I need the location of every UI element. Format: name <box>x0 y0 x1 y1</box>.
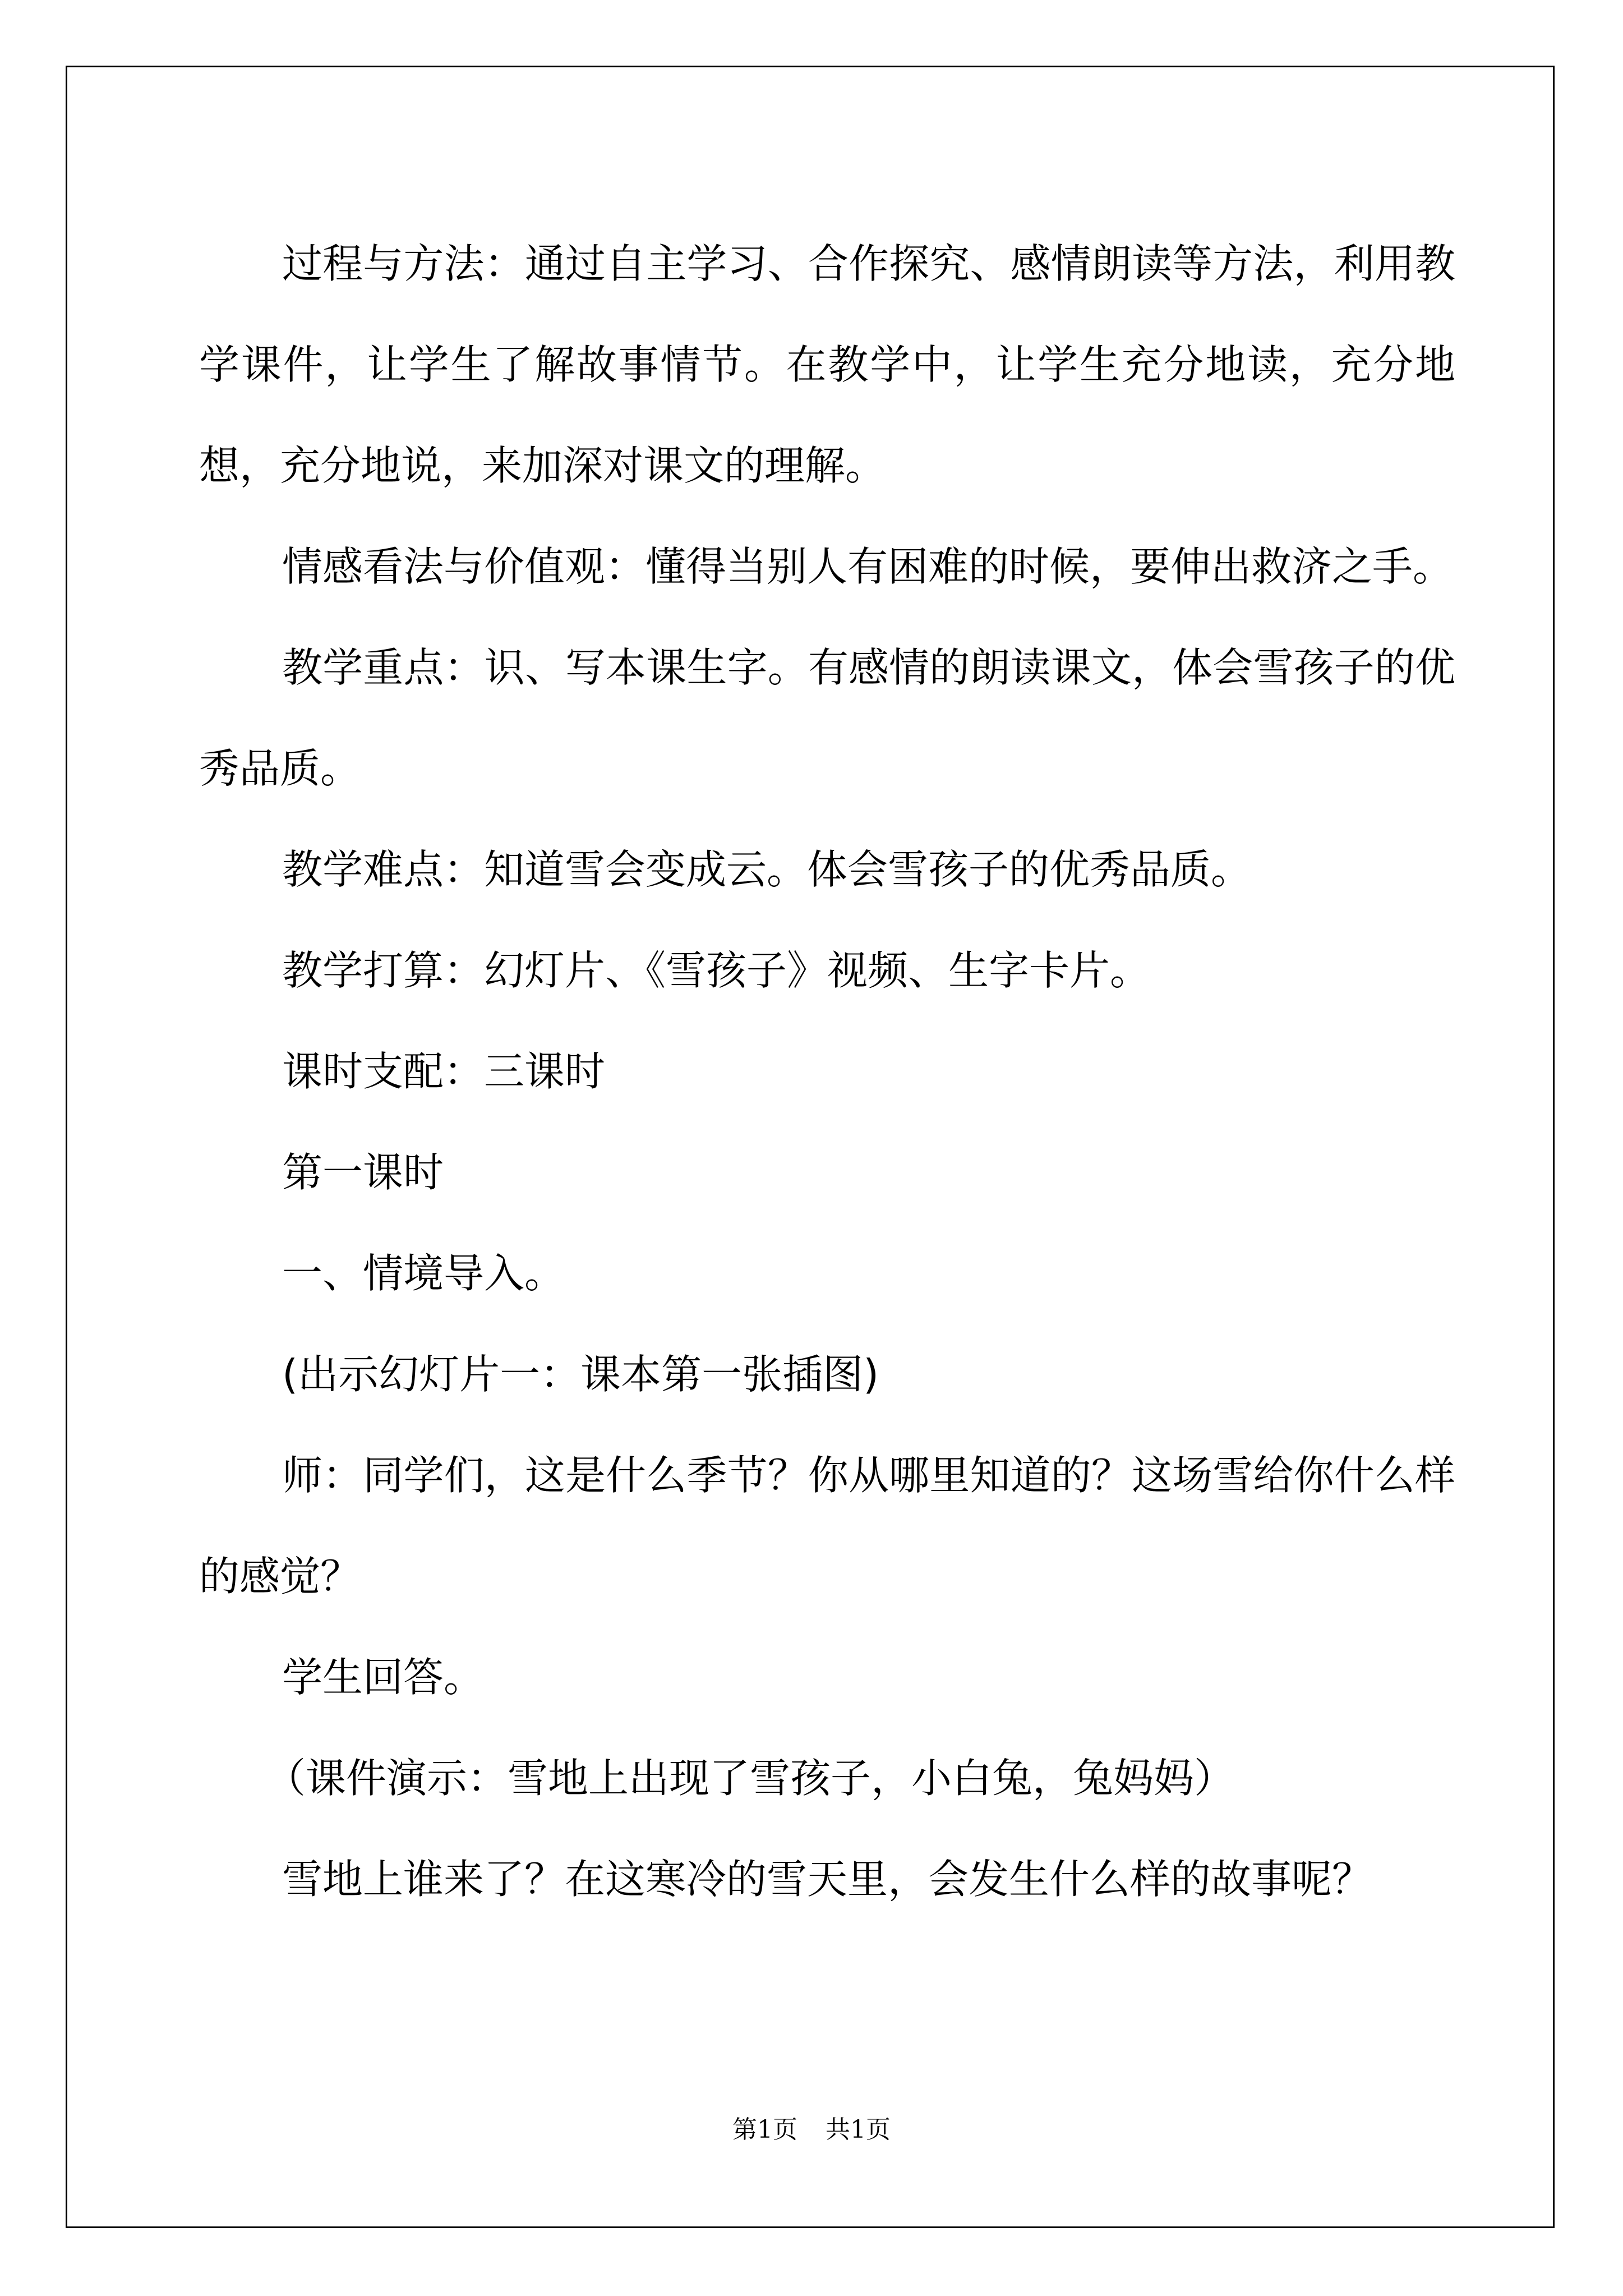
paragraph-difficult-points: 教学难点：知道雪会变成云。体会雪孩子的优秀品质。 <box>282 846 1252 893</box>
paragraph-student-answer: 学生回答。 <box>282 1654 485 1701</box>
paragraph-courseware-demo: （课件演示：雪地上出现了雪孩子，小白兔，兔妈妈） <box>265 1755 1235 1802</box>
paragraph-key-points: 教学重点：识、写本课生字。有感情的朗读课文，体会雪孩子的优秀品质。 <box>199 644 1455 792</box>
document-body <box>199 213 1455 1930</box>
paragraph-story-question: 雪地上谁来了？在这寒冷的雪天里，会发生什么样的故事呢？ <box>282 1856 1373 1903</box>
paragraph-preparation: 教学打算：幻灯片、《雪孩子》视频、生字卡片。 <box>282 947 1151 994</box>
paragraph-intro-heading: 一、情境导入。 <box>282 1250 565 1297</box>
page-number: 第1页 <box>732 2115 797 2144</box>
paragraph-schedule: 课时支配：三课时 <box>282 1048 606 1095</box>
page-total: 共1页 <box>826 2115 891 2144</box>
paragraph-teacher-question: 师：同学们，这是什么季节？你从哪里知道的？这场雪给你什么样的感觉？ <box>199 1452 1455 1600</box>
paragraph-process-method: 过程与方法：通过自主学习、合作探究、感情朗读等方法，利用教学课件，让学生了解故事情节。在教学中，让学生充分地读，充分地想，充分地说，来加深对课文的理解。 <box>199 240 1455 489</box>
page-footer <box>0 2109 1623 2145</box>
paragraph-emotion-values: 情感看法与价值观：懂得当别人有困难的时候，要伸出救济之手。 <box>282 543 1454 590</box>
section-heading-first-lesson: 第一课时 <box>282 1149 444 1196</box>
paragraph-slide-note: (出示幻灯片一：课本第一张插图) <box>282 1351 879 1398</box>
